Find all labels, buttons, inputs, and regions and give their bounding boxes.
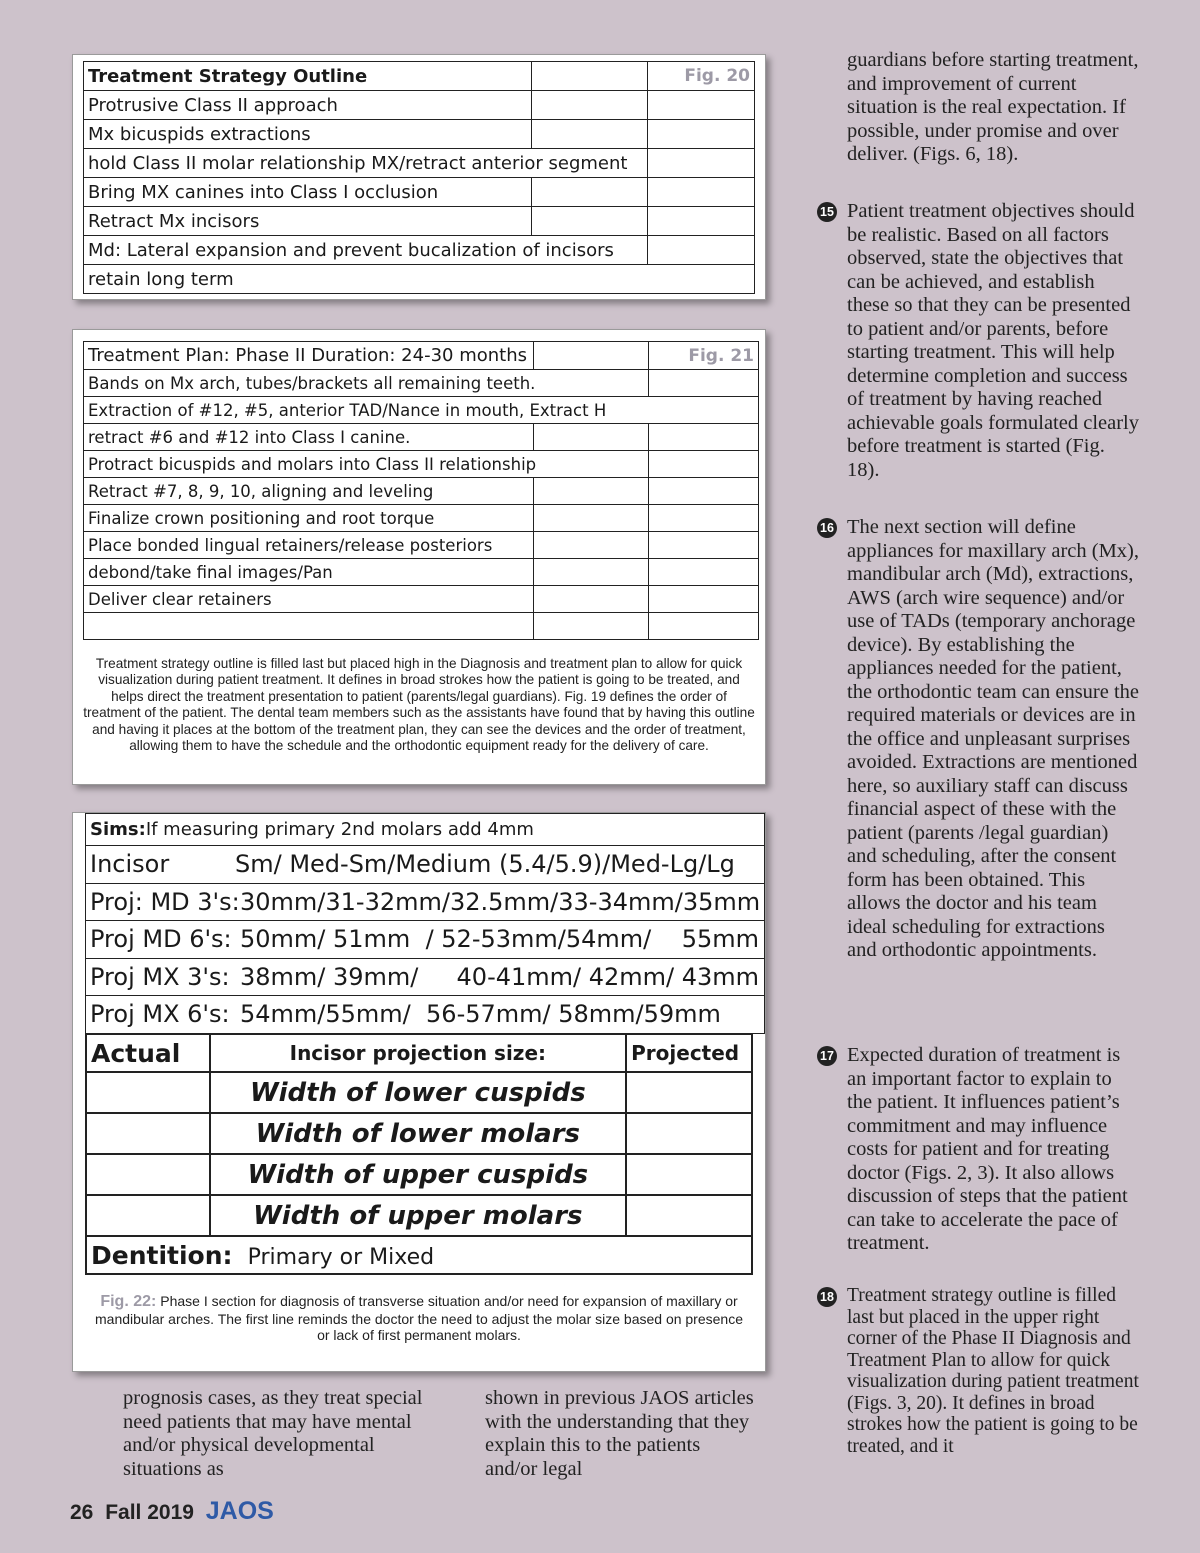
measure-cell <box>86 883 765 921</box>
strategy-cell: Protrusive Class II approach <box>84 91 532 120</box>
table-row <box>84 586 759 613</box>
item-text: Patient treatment objectives should be realistic. Based on all factors observed, state the objectives that can be achieved, and establish these so that they can be presented to patient and/or parents, before starting treatment. This will help determine completion and success of treatment by having reached achievable goals formulated clearly before treatment is started (Fig. 18). <box>847 200 1139 481</box>
measure-cell <box>86 846 765 884</box>
strategy-cell: retain long term <box>84 265 755 294</box>
table-row <box>86 996 765 1034</box>
table-row <box>86 921 765 959</box>
sims-measure-table <box>85 813 765 1034</box>
table-row <box>84 397 759 424</box>
treatment-strategy-table <box>83 61 755 294</box>
plan-cell: Retract #7, 8, 9, 10, aligning and leveling <box>84 478 534 505</box>
actual-cell <box>86 1195 210 1236</box>
measure-cell <box>86 921 765 959</box>
list-item <box>819 1044 1139 1256</box>
table-row <box>84 451 759 478</box>
table-row <box>84 370 759 397</box>
table-row <box>86 958 765 996</box>
table-row <box>84 120 755 149</box>
list-item <box>819 516 1139 963</box>
strategy-cell: Md: Lateral expansion and prevent bucalization of incisors <box>84 236 648 265</box>
table-row <box>86 1195 752 1236</box>
fig21-panel <box>72 329 766 785</box>
measure-label: Proj MX 3's: <box>90 962 230 991</box>
incisor-size-header: Incisor projection size: <box>210 1034 627 1072</box>
fig21-tag: Fig. 21 <box>649 342 759 370</box>
plan-cell: Place bonded lingual retainers/release posteriors <box>84 532 534 559</box>
projected-cell <box>626 1195 752 1236</box>
fig22-panel <box>72 812 766 1372</box>
measure-values: 38mm/ 39mm/ 40-41mm/ 42mm/ 43mm <box>240 962 760 991</box>
table-row <box>86 1072 752 1113</box>
actual-cell <box>86 1154 210 1195</box>
page-number: 26 <box>70 1501 94 1524</box>
table-row <box>84 265 755 294</box>
plan-cell: Bands on Mx arch, tubes/brackets all remaining teeth. <box>84 370 649 397</box>
table-row <box>84 149 755 178</box>
journal-brand: JAOS <box>205 1497 274 1525</box>
actual-header: Actual <box>86 1034 210 1072</box>
plan-cell: Extraction of #12, #5, anterior TAD/Nance in mouth, Extract H <box>84 397 759 424</box>
plan-cell: retract #6 and #12 into Class I canine. <box>84 424 534 451</box>
width-label: Width of lower cuspids <box>210 1072 627 1113</box>
measure-label: Proj MD 6's: <box>90 925 232 954</box>
issue-label: Fall 2019 <box>105 1501 194 1524</box>
dentition-row: Dentition: Primary or Mixed <box>86 1236 752 1274</box>
projected-cell <box>626 1113 752 1154</box>
plan-cell: Protract bicuspids and molars into Class II relationship <box>84 451 649 478</box>
table-row <box>84 478 759 505</box>
bottom-left-column: prognosis cases, as they treat special need patients that may have mental and/or physical developmental situations as <box>123 1387 423 1480</box>
treatment-plan-table <box>83 341 759 640</box>
table-row <box>84 236 755 265</box>
width-label: Width of lower molars <box>210 1113 627 1154</box>
measure-cell <box>86 958 765 996</box>
measure-cell <box>86 996 765 1034</box>
incisor-projection-table <box>85 1033 753 1275</box>
measure-values: 30mm/31-32mm/32.5mm/33-34mm/35mm <box>240 887 761 916</box>
plan-cell: Deliver clear retainers <box>84 586 534 613</box>
item-number-badge: 16 <box>817 518 837 538</box>
plan-cell <box>84 613 534 640</box>
item-text: The next section will define appliances for maxillary arch (Mx), mandibular arch (Md), extractions, AWS (arch wire sequence) and/or use of TADs (temporary anchorage device). By establishing the appliances needed for the patient, the orthodontic team can ensure the required materials or devices are in the office and unpleasant surprises avoided. Extractions are mentioned here, so auxiliary staff can discuss financial aspect of these with the patient (parents /legal guardian) and scheduling, after the consent form has been obtained. This allows the doctor and his team ideal scheduling for extractions and orthodontic appointments. <box>847 516 1140 961</box>
strategy-cell: Retract Mx incisors <box>84 207 532 236</box>
table-row <box>84 559 759 586</box>
table-row <box>84 91 755 120</box>
fig21-title: Treatment Plan: Phase II Duration: 24-30 months <box>84 342 534 370</box>
strategy-cell: Mx bicuspids extractions <box>84 120 532 149</box>
right-intro-text: guardians before starting treatment, and improvement of current situation is the real expectation. If possible, under promise and over deliver. (Figs. 6, 18). <box>847 49 1139 165</box>
table-row <box>84 207 755 236</box>
plan-cell: debond/take final images/Pan <box>84 559 534 586</box>
table-row <box>84 178 755 207</box>
projected-cell <box>626 1072 752 1113</box>
plan-cell: Finalize crown positioning and root torque <box>84 505 534 532</box>
table-row <box>84 613 759 640</box>
fig22-caption: Fig. 22: Phase I section for diagnosis of transverse situation and/or need for expansion of maxillary or mandibular arches. The first line reminds the doctor the need to adjust the molar size based on presence or lack of first permanent molars. <box>95 1293 743 1343</box>
fig21-caption: Treatment strategy outline is filled last but placed high in the Diagnosis and treatment plan to allow for quick visualization during patient treatment. It defines in broad strokes how the patient is going to be treated, and helps direct the treatment presentation to patient (parents/legal guardians). Fig. 19 defines the order of treatment of the patient. The dental team members such as the assistants have found that by having this outline and having it places at the bottom of the treatment plan, they can see the devices and the order of treatment, allowing them to have the schedule and the orthodontic equipment ready for the delivery of care. <box>83 656 755 754</box>
item-text: Expected duration of treatment is an important factor to explain to the patient. It influences patient’s commitment and may influence costs for patient and for treating doctor (Figs. 2, 3). It also allows discussion of steps that the patient can take to accelerate the pace of treatment. <box>847 1044 1128 1254</box>
bottom-middle-column: shown in previous JAOS articles with the understanding that they explain this to the patients and/or legal <box>485 1387 754 1480</box>
table-row <box>84 532 759 559</box>
fig20-tag: Fig. 20 <box>647 62 754 91</box>
table-row <box>84 505 759 532</box>
measure-label: Incisor <box>90 850 170 879</box>
measure-label: Proj MX 6's: <box>90 1000 230 1029</box>
fig20-panel <box>72 54 766 300</box>
measure-values: 50mm/ 51mm / 52-53mm/54mm/ 55mm <box>240 925 760 954</box>
sims-note: Sims:If measuring primary 2nd molars add 4mm <box>86 814 765 846</box>
strategy-cell: hold Class II molar relationship MX/retract anterior segment <box>84 149 648 178</box>
list-item <box>819 1285 1139 1457</box>
actual-cell <box>86 1113 210 1154</box>
actual-cell <box>86 1072 210 1113</box>
item-text: Treatment strategy outline is filled last but placed in the upper right corner of the Phase II Diagnosis and Treatment Plan to allow for quick visualization during patient treatment (Figs. 3, 20). It defines in broad strokes how the patient is going to be treated, and it <box>847 1285 1139 1457</box>
item-number-badge: 15 <box>817 202 837 222</box>
page-footer <box>70 1497 274 1526</box>
table-row <box>84 424 759 451</box>
projected-cell <box>626 1154 752 1195</box>
width-label: Width of upper cuspids <box>210 1154 627 1195</box>
fig20-title: Treatment Strategy Outline <box>84 62 532 91</box>
list-item <box>819 200 1139 482</box>
projected-header: Projected <box>626 1034 752 1072</box>
measure-label: Proj: MD 3's: <box>90 887 240 916</box>
item-number-badge: 17 <box>817 1046 837 1066</box>
table-row <box>86 1154 752 1195</box>
strategy-cell: Bring MX canines into Class I occlusion <box>84 178 532 207</box>
width-label: Width of upper molars <box>210 1195 627 1236</box>
measure-values: Sm/ Med-Sm/Medium (5.4/5.9)/Med-Lg/Lg <box>235 850 735 879</box>
measure-values: 54mm/55mm/ 56-57mm/ 58mm/59mm <box>240 1000 721 1029</box>
table-row <box>86 1113 752 1154</box>
table-row <box>86 883 765 921</box>
item-number-badge: 18 <box>817 1287 837 1307</box>
table-row <box>86 846 765 884</box>
